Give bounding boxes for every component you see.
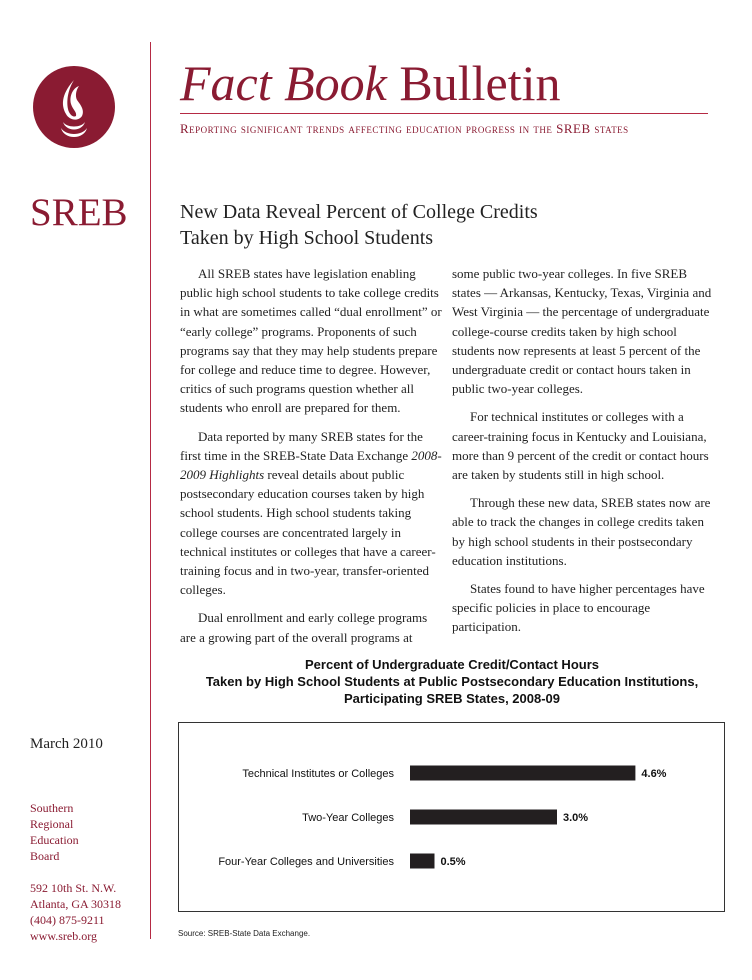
paragraph: For technical institutes or colleges with a career-training focus in Kentucky and Louisiana, more than 9 percent of the credit or contact hours are taken by students still in high school. xyxy=(452,409,709,483)
paragraph xyxy=(180,427,442,600)
text: Data reported by many SREB states for the first time in the SREB-State Data Exchange xyxy=(180,428,423,463)
paragraph: Dual enrollment and early college programs are a growing part of the overall programs at xyxy=(180,610,428,645)
bar xyxy=(410,810,557,825)
chart-title xyxy=(178,656,726,707)
address-line: Atlanta, GA 30318 xyxy=(30,897,121,911)
publication-title xyxy=(180,55,561,111)
org-name-line: Board xyxy=(30,849,60,863)
tagline: Reporting significant trends affecting education progress in the SREB states xyxy=(180,121,629,136)
phone: (404) 875-9211 xyxy=(30,913,105,927)
headline-line-2: Taken by High School Students xyxy=(180,227,434,249)
website-link[interactable]: www.sreb.org xyxy=(30,929,97,943)
chart-title-line: Percent of Undergraduate Credit/Contact Hours xyxy=(305,657,599,672)
sreb-wordmark: SREB xyxy=(30,191,128,234)
paragraph: some public two-year colleges. In five SREB states — Arkansas, Kentucky, Texas, Virginia and West Virginia — the percentage of undergraduate college-course credits taken by high school students now represents at least 5 percent of the undergraduate credit or contact hours taken in public two-year colleges. xyxy=(452,266,712,397)
chart-frame xyxy=(178,722,725,912)
bar xyxy=(410,766,635,781)
category-label: Four-Year Colleges and Universities xyxy=(218,856,394,868)
title-italic: Fact Book xyxy=(180,55,387,111)
paragraph: States found to have higher percentages have specific policies in place to encourage participation. xyxy=(452,581,705,635)
chart-title-line: Participating SREB States, 2008-09 xyxy=(343,691,561,706)
article-headline xyxy=(180,199,600,251)
publication-name: 2008-2009 Highlights xyxy=(180,447,442,483)
title-rule xyxy=(180,113,708,114)
paragraph: Through these new data, SREB states now are able to track the changes in college credits taken by high school students in their postsecondary education institutions. xyxy=(452,495,711,568)
body-column-1 xyxy=(180,264,442,656)
org-name-line: Southern xyxy=(30,801,74,815)
paragraph: All SREB states have legislation enabling public high school students to take college credits in what are sometimes called “dual enrollment” or “early college” programs. Proponents of such programs say that they may help students prepare for college and reduce time to degree. However, critics of such programs question whether all students who enroll are prepared for them. xyxy=(180,266,442,416)
text: reveal details about public postsecondary education courses taken by high school students. High school students taking college courses are concentrated largely in technical institutes or colleges that have a career-training focus and in two-year, transfer-oriented colleges. xyxy=(180,467,436,598)
issue-date: March 2010 xyxy=(30,736,103,752)
category-label: Two-Year Colleges xyxy=(302,812,394,824)
category-label: Technical Institutes or Colleges xyxy=(242,768,394,780)
data-label: 3.0% xyxy=(563,812,589,824)
bar-chart xyxy=(179,723,724,911)
title-rest: Bulletin xyxy=(386,55,561,111)
chart-title-line: Taken by High School Students at Public Postsecondary Education Institutions, xyxy=(205,674,699,689)
org-name-line: Regional xyxy=(30,817,74,831)
org-address xyxy=(30,800,121,944)
data-label: 4.6% xyxy=(641,768,667,780)
vertical-rule xyxy=(150,42,151,939)
chart-source: Source: SREB-State Data Exchange. xyxy=(178,929,311,938)
flame-icon xyxy=(33,66,115,148)
bar xyxy=(410,854,435,869)
data-label: 0.5% xyxy=(440,856,466,868)
address-line: 592 10th St. N.W. xyxy=(30,881,117,895)
body-column-2 xyxy=(452,264,714,646)
org-name-line: Education xyxy=(30,833,79,847)
headline-line-1: New Data Reveal Percent of College Credits xyxy=(180,201,538,223)
